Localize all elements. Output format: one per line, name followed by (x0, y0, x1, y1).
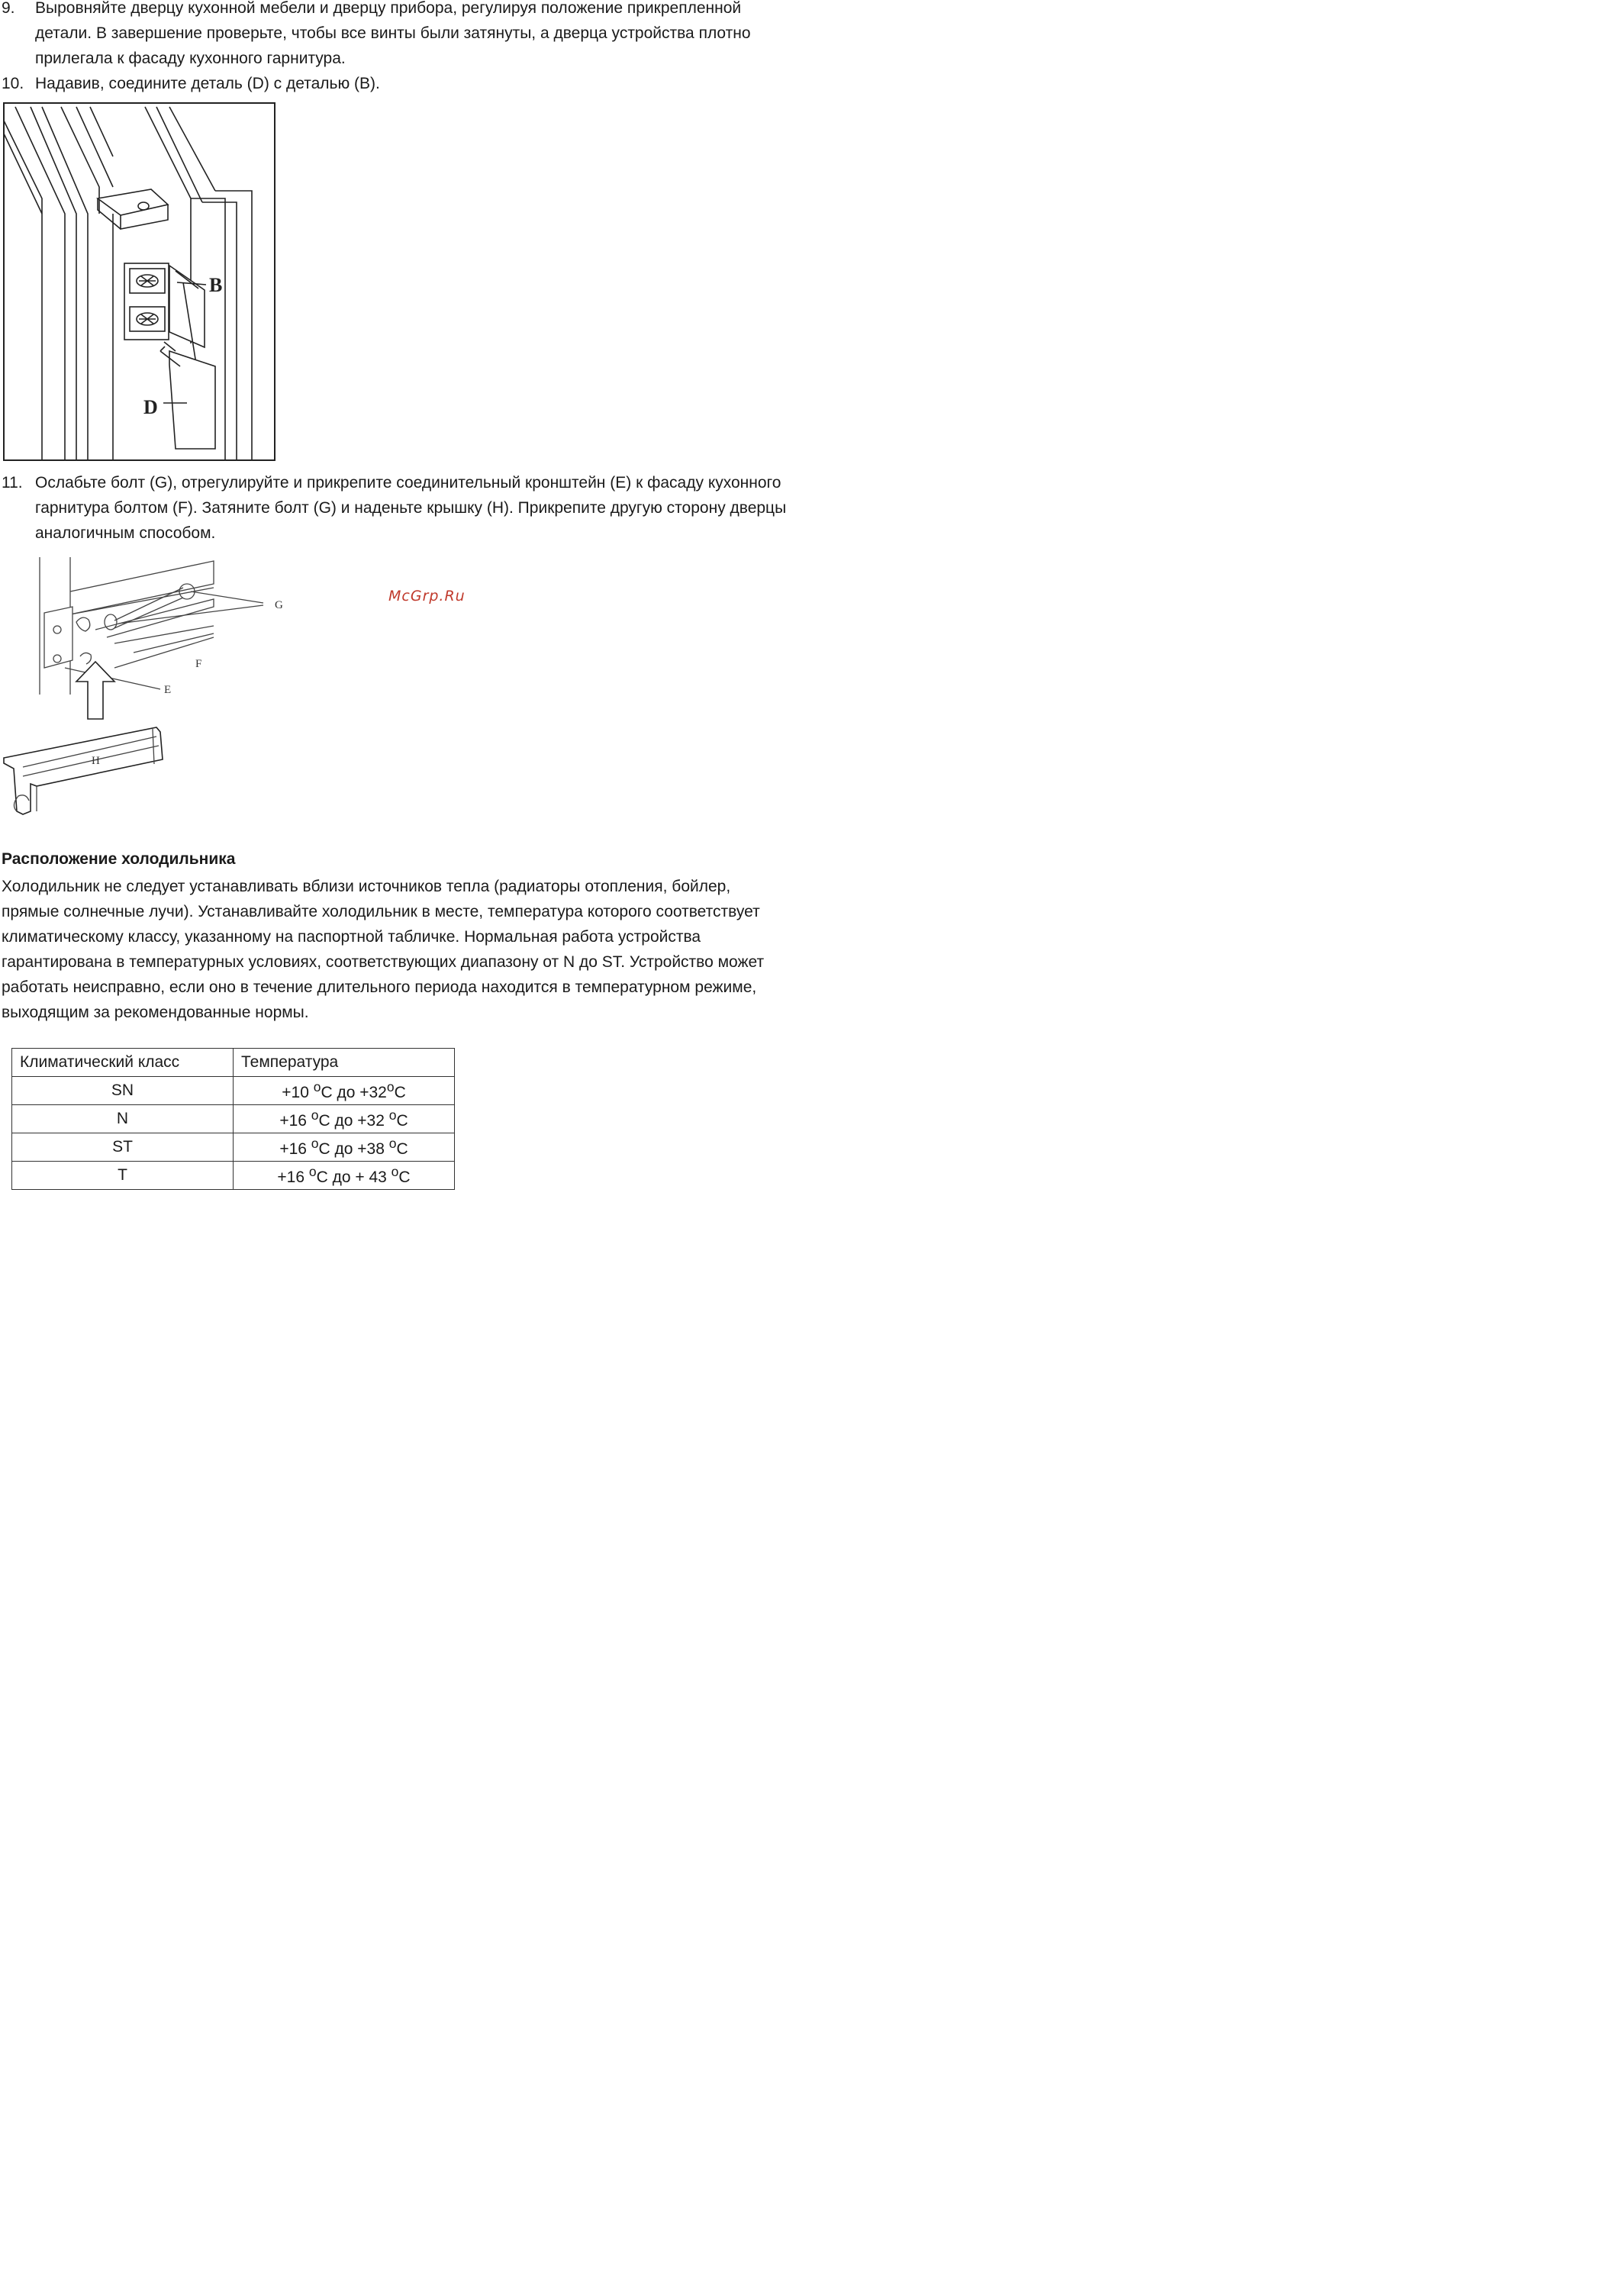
label-h: H (92, 755, 100, 767)
header-temperature: Температура (234, 1049, 455, 1077)
label-d: D (143, 396, 158, 418)
climate-class-cell: SN (12, 1077, 234, 1105)
step-11-line-1: Ослабьте болт (G), отрегулируйте и прикрепите соединительный кронштейн (E) к фасаду кухонного (35, 474, 781, 492)
header-climate-class: Климатический класс (12, 1049, 234, 1077)
step-10-number: 10. (2, 75, 24, 92)
section-line-2: прямые солнечные лучи). Устанавливайте холодильник в месте, температура которого соответствует (2, 903, 760, 920)
step-9-line-1: Выровняйте дверцу кухонной мебели и дверцу прибора, регулируя положение прикрепленной (35, 0, 742, 17)
step-9-line-3: прилегала к фасаду кухонного гарнитура. (35, 50, 346, 67)
step-11-line-2: гарнитура болтом (F). Затяните болт (G) и наденьте крышку (H). Прикрепите другую сторону дверцы (35, 499, 787, 517)
figure-bracket-cover (0, 553, 321, 820)
section-line-1: Холодильник не следует устанавливать вблизи источников тепла (радиаторы отопления, бойлер, (2, 878, 731, 895)
step-9-line-2: детали. В завершение проверьте, чтобы все винты были затянуты, а дверца устройства плотно (35, 24, 751, 42)
step-10-text: Надавив, соедините деталь (D) с деталью (B). (35, 75, 380, 92)
table-header-row (12, 1049, 455, 1077)
table-row (12, 1162, 455, 1190)
label-f: F (195, 658, 202, 670)
section-line-6: выходящим за рекомендованные нормы. (2, 1004, 309, 1021)
table-row (12, 1133, 455, 1162)
temperature-cell: +16 $^o$C до +38 $^o$C (234, 1133, 455, 1162)
step-11-line-3: аналогичным способом. (35, 524, 216, 542)
climate-class-cell: ST (12, 1133, 234, 1162)
climate-class-table (11, 1048, 455, 1190)
watermark: McGrp.Ru (388, 588, 466, 604)
climate-class-cell: T (12, 1162, 234, 1190)
temperature-cell: +10 $^o$C до $+32^oC$ (234, 1077, 455, 1105)
step-9-number: 9. (2, 0, 15, 17)
label-e: E (164, 684, 172, 696)
label-g: G (275, 599, 283, 611)
section-line-5: работать неисправно, если оно в течение длительного периода находится в температурном режиме, (2, 978, 757, 996)
table-row (12, 1105, 455, 1133)
temperature-cell: +16 $^o$C до + 43 $^o$C (234, 1162, 455, 1190)
section-title: Расположение холодильника (2, 850, 236, 868)
temperature-cell: +16 $^o$C до +32 $^o$C (234, 1105, 455, 1133)
section-line-4: гарантирована в температурных условиях, соответствующих диапазону от N до ST. Устройство может (2, 953, 765, 971)
table-row (12, 1077, 455, 1105)
figure-hinge-detail (0, 99, 282, 466)
label-b: B (209, 274, 223, 296)
climate-class-cell: N (12, 1105, 234, 1133)
section-line-3: климатическому классу, указанному на паспортной табличке. Нормальная работа устройства (2, 928, 701, 946)
step-11-number: 11. (2, 474, 23, 492)
